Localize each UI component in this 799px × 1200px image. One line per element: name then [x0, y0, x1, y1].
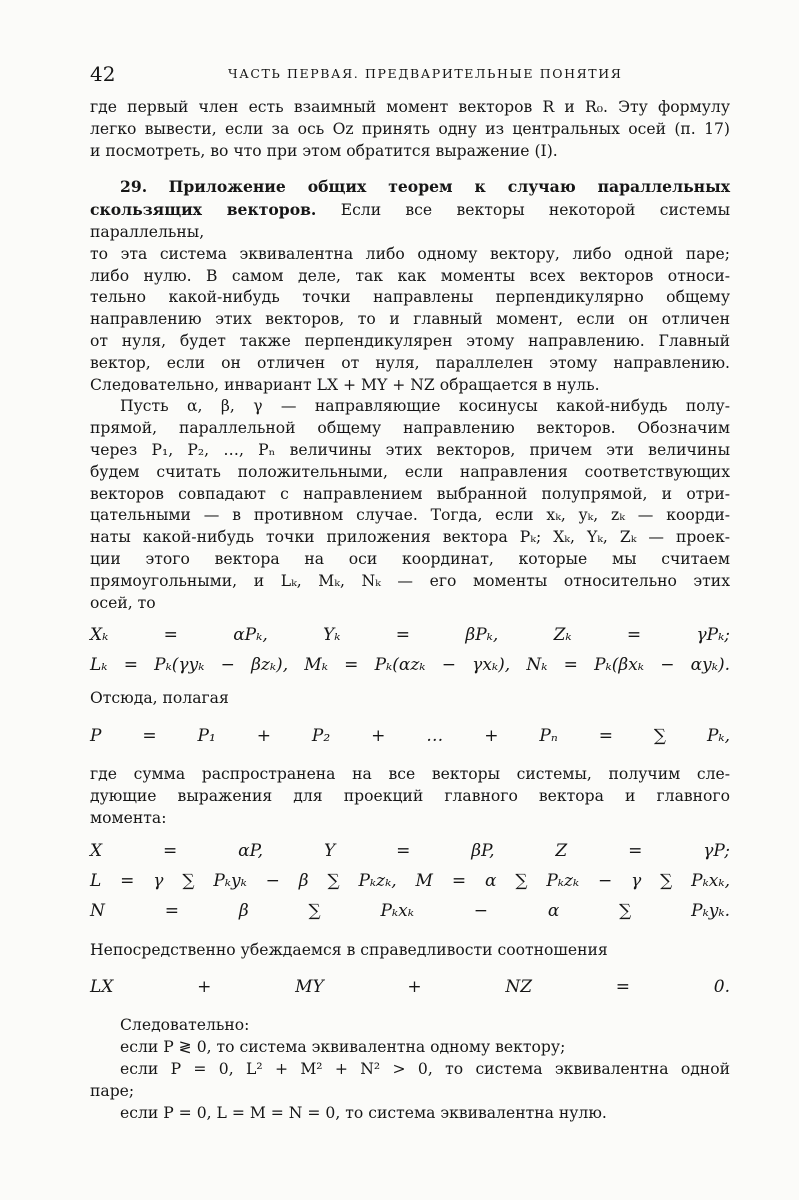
conclusion-lead: Следовательно:	[120, 1016, 250, 1035]
direct-line: Непосредственно убеждаемся в справедливости соотношения	[90, 940, 608, 959]
section-title: Приложение общих теорем к случаю параллельных скользящих векторов.	[90, 177, 730, 220]
para2-line: прямоугольными, и Lₖ, Mₖ, Nₖ — его моменты относительно этих	[90, 571, 730, 590]
thus-line: Отсюда, полагая	[90, 689, 229, 708]
para2-line: Пусть α, β, γ — направляющие косинусы какой-нибудь полу-	[120, 397, 730, 416]
equation-invariant: LX + MY + NZ = 0.	[90, 977, 730, 998]
equation-moments: Lₖ = Pₖ(γyₖ − βzₖ), Mₖ = Pₖ(αzₖ − γxₖ), Nₖ = Pₖ(βxₖ − αyₖ).	[90, 655, 730, 676]
para3-line: момента:	[90, 808, 167, 827]
intro-line: где первый член есть взаимный момент векторов R и R₀. Эту формулу	[90, 98, 730, 116]
para3-line: дующие выражения для проекций главного вектора и главного	[90, 786, 730, 805]
para2-line: наты какой-нибудь точки приложения вектора Pₖ; Xₖ, Yₖ, Zₖ — проек-	[90, 528, 730, 547]
para1-line: либо нулю. В самом деле, так как моменты всех векторов относи-	[90, 266, 730, 285]
equation-projections: Xₖ = αPₖ, Yₖ = βPₖ, Zₖ = γPₖ;	[90, 625, 730, 646]
section-heading-line	[90, 176, 730, 243]
equation-main-moment-n: N = β ∑ Pₖxₖ − α ∑ Pₖyₖ.	[90, 900, 730, 921]
para1-line: тельно какой-нибудь точки направлены перпендикулярно общему	[90, 288, 730, 307]
intro-line: и посмотреть, во что при этом обратится выражение (I).	[90, 141, 558, 160]
para2-line: прямой, параллельной общему направлению векторов. Обозначим	[90, 419, 730, 438]
equation-sum: P = P₁ + P₂ + … + Pₙ = ∑ Pₖ,	[90, 726, 730, 747]
para2-line: будем считать положительными, если направления соответствующих	[90, 462, 730, 481]
equation-main-moment-lm: L = γ ∑ Pₖyₖ − β ∑ Pₖzₖ, M = α ∑ Pₖzₖ − γ ∑ Pₖxₖ,	[90, 870, 730, 891]
page-number: 42	[90, 62, 116, 86]
intro-line: легко вывести, если за ось Oz принять одну из центральных осей (п. 17)	[90, 119, 730, 138]
case-pair: если P = 0, L² + M² + N² > 0, то система эквивалентна одной	[120, 1059, 730, 1078]
para2-line: через P₁, P₂, …, Pₙ величины этих векторов, причем эти величины	[90, 440, 730, 459]
para3-line: где сумма распространена на все векторы системы, получим сле-	[90, 765, 730, 784]
case-pair-end: паре;	[90, 1081, 135, 1100]
para1-line: Следовательно, инвариант LX + MY + NZ обращается в нуль.	[90, 375, 600, 394]
para1-line: вектор, если он отличен от нуля, параллелен этому направлению.	[90, 353, 730, 372]
para1-line: направлению этих векторов, то и главный момент, если он отличен	[90, 310, 730, 329]
para1-line: от нуля, будет также перпендикулярен этому направлению. Главный	[90, 331, 730, 350]
case-one-vector: если P ≷ 0, то система эквивалентна одному вектору;	[120, 1038, 566, 1057]
page-body	[90, 97, 730, 1124]
para2-line: осей, то	[90, 593, 156, 612]
para2-line: векторов совпадают с направлением выбранной полупрямой, и отри-	[90, 484, 730, 503]
para2-line: цательными — в противном случае. Тогда, если xₖ, yₖ, zₖ — коорди-	[90, 506, 730, 525]
section-para1-first: Если все векторы некоторой системы параллельны,	[90, 201, 730, 241]
para2-line: ции этого вектора на оси координат, которые мы считаем	[90, 549, 730, 568]
para1-line: то эта система эквивалентна либо одному вектору, либо одной паре;	[90, 244, 730, 263]
equation-main-vector: X = αP, Y = βP, Z = γP;	[90, 840, 730, 861]
section-number: 29.	[120, 177, 148, 197]
case-zero: если P = 0, L = M = N = 0, то система эквивалентна нулю.	[120, 1103, 607, 1122]
running-head: ЧАСТЬ ПЕРВАЯ. ПРЕДВАРИТЕЛЬНЫЕ ПОНЯТИЯ	[228, 66, 623, 81]
